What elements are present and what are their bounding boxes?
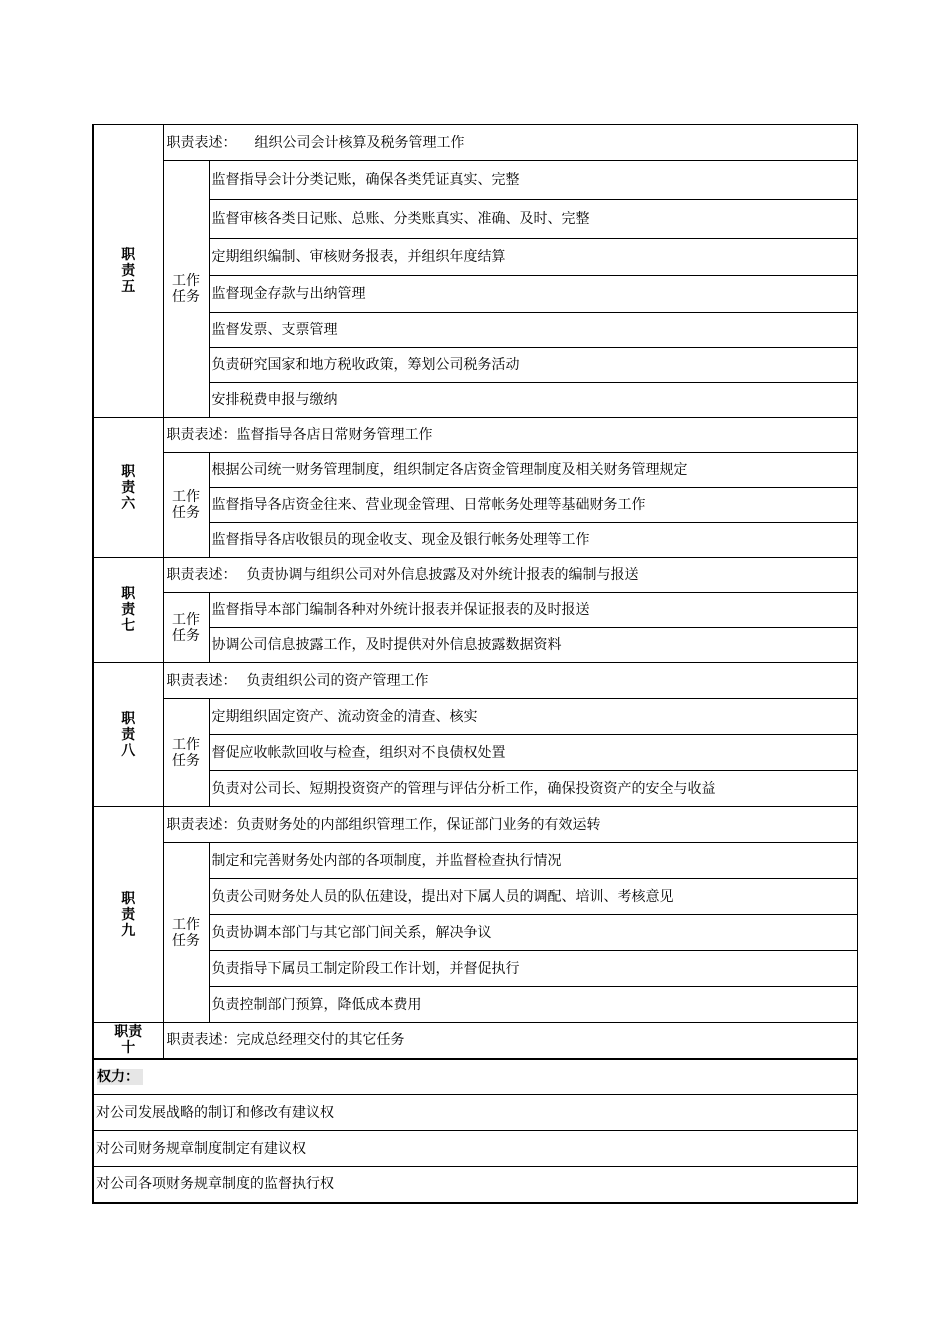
duty-7-description-row [93, 558, 858, 593]
power-item-1: 对公司发展战略的制订和修改有建议权 [93, 1095, 858, 1131]
power-item-2: 对公司财务规章制度制定有建议权 [93, 1131, 858, 1167]
duty-5-description-row [93, 125, 858, 161]
list-item [93, 1131, 858, 1167]
duty-9-task-4: 负责指导下属员工制定阶段工作计划，并督促执行 [209, 951, 857, 987]
duty-5-task-4: 监督现金存款与出纳管理 [209, 276, 857, 313]
duty-6-task-1: 根据公司统一财务管理制度，组织制定各店资金管理制度及相关财务管理规定 [209, 453, 857, 488]
duty-10-title: 职责 十 [93, 1023, 163, 1059]
duty-7-work-task-label: 工作 任务 [163, 593, 209, 663]
duty-5-task-7: 安排税费申报与缴纳 [209, 383, 857, 418]
duty-9-task-2: 负责公司财务处人员的队伍建设，提出对下属人员的调配、培训、考核意见 [209, 879, 857, 915]
duty-9-description-row [93, 807, 858, 843]
duty-5-task-6: 负责研究国家和地方税收政策，筹划公司税务活动 [209, 348, 857, 383]
duty-6-title: 职 责 六 [93, 418, 163, 558]
duty-9-work-task-label: 工作 任务 [163, 843, 209, 1023]
duty-6-description: 职责表述：监督指导各店日常财务管理工作 [163, 418, 857, 453]
duty-10-description-row [93, 1023, 858, 1059]
duty-9-description: 职责表述：负责财务处的内部组织管理工作，保证部门业务的有效运转 [163, 807, 857, 843]
duty-5-work-task-label: 工作 任务 [163, 161, 209, 418]
table-row [93, 593, 858, 628]
duty-8-work-task-label: 工作 任务 [163, 699, 209, 807]
duty-8-task-2: 督促应收帐款回收与检查，组织对不良债权处置 [209, 735, 857, 771]
power-item-3: 对公司各项财务规章制度的监督执行权 [93, 1167, 858, 1203]
duty-9-task-1: 制定和完善财务处内部的各项制度，并监督检查执行情况 [209, 843, 857, 879]
duty-5-task-5: 监督发票、支票管理 [209, 313, 857, 348]
duty-9-title: 职 责 九 [93, 807, 163, 1023]
duty-8-title: 职 责 八 [93, 663, 163, 807]
list-item [93, 1095, 858, 1131]
duty-9-task-3: 负责协调本部门与其它部门间关系，解决争议 [209, 915, 857, 951]
duty-8-description: 职责表述： 负责组织公司的资产管理工作 [163, 663, 857, 699]
duty-6-task-3: 监督指导各店收银员的现金收支、现金及银行帐务处理等工作 [209, 523, 857, 558]
duty-5-title: 职 责 五 [93, 125, 163, 418]
list-item [93, 1167, 858, 1203]
table-row [93, 843, 858, 879]
duty-5-description: 职责表述： 组织公司会计核算及税务管理工作 [163, 125, 857, 161]
duty-7-title: 职 责 七 [93, 558, 163, 663]
powers-heading: 权力： [93, 1059, 858, 1095]
table-row [93, 161, 858, 200]
duty-7-task-2: 协调公司信息披露工作，及时提供对外信息披露数据资料 [209, 628, 857, 663]
duty-5-task-1: 监督指导会计分类记账，确保各类凭证真实、完整 [209, 161, 857, 200]
duty-10-description: 职责表述：完成总经理交付的其它任务 [163, 1023, 857, 1059]
duty-7-task-1: 监督指导本部门编制各种对外统计报表并保证报表的及时报送 [209, 593, 857, 628]
duty-8-description-row [93, 663, 858, 699]
duty-9-task-5: 负责控制部门预算，降低成本费用 [209, 987, 857, 1023]
table-row [93, 699, 858, 735]
duty-5-task-2: 监督审核各类日记账、总账、分类账真实、准确、及时、完整 [209, 200, 857, 239]
powers-heading-row [93, 1059, 858, 1095]
duties-table [92, 124, 858, 1204]
duty-8-task-3: 负责对公司长、短期投资资产的管理与评估分析工作，确保投资资产的安全与收益 [209, 771, 857, 807]
duty-6-task-2: 监督指导各店资金往来、营业现金管理、日常帐务处理等基础财务工作 [209, 488, 857, 523]
duty-8-task-1: 定期组织固定资产、流动资金的清查、核实 [209, 699, 857, 735]
duty-6-description-row [93, 418, 858, 453]
table-row [93, 453, 858, 488]
duty-5-task-3: 定期组织编制、审核财务报表，并组织年度结算 [209, 239, 857, 276]
duty-7-description: 职责表述： 负责协调与组织公司对外信息披露及对外统计报表的编制与报送 [163, 558, 857, 593]
job-description-sheet [92, 124, 858, 1204]
duty-6-work-task-label: 工作 任务 [163, 453, 209, 558]
